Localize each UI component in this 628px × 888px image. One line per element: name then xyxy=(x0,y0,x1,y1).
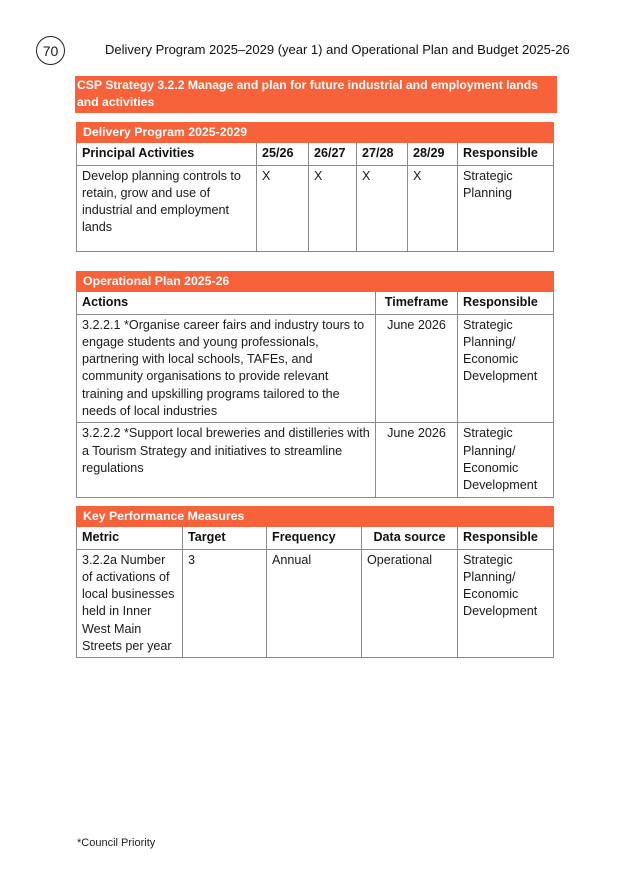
delivery-program-caption: Delivery Program 2025-2029 xyxy=(77,123,554,143)
column-header: 25/26 xyxy=(257,143,309,165)
column-header: Responsible xyxy=(458,527,554,549)
key-performance-measures-table xyxy=(76,506,554,658)
target-cell: 3 xyxy=(183,549,267,658)
timeframe-cell: June 2026 xyxy=(376,314,458,423)
column-header: Metric xyxy=(77,527,183,549)
table-row xyxy=(77,549,554,658)
responsible-cell: Strategic Planning/ Economic Development xyxy=(458,549,554,658)
strategy-heading: CSP Strategy 3.2.2 Manage and plan for future industrial and employment lands and activities xyxy=(75,76,557,113)
table-row xyxy=(77,165,554,251)
year-cell: X xyxy=(408,165,458,251)
column-header: Responsible xyxy=(458,292,554,314)
table-row xyxy=(77,314,554,423)
column-header: Target xyxy=(183,527,267,549)
responsible-cell: Strategic Planning xyxy=(458,165,554,251)
year-cell: X xyxy=(257,165,309,251)
table-row xyxy=(77,423,554,497)
column-header: Frequency xyxy=(267,527,362,549)
data-source-cell: Operational xyxy=(362,549,458,658)
action-cell: 3.2.2.2 *Support local breweries and distilleries with a Tourism Strategy and initiatives to streamline regulations xyxy=(77,423,376,497)
metric-cell: 3.2.2a Number of activations of local businesses held in Inner West Main Streets per year xyxy=(77,549,183,658)
operational-plan-table xyxy=(76,271,554,498)
year-cell: X xyxy=(309,165,357,251)
delivery-program-table xyxy=(76,122,554,252)
column-header: Timeframe xyxy=(376,292,458,314)
column-header: Principal Activities xyxy=(77,143,257,165)
footnote: *Council Priority xyxy=(77,837,156,849)
frequency-cell: Annual xyxy=(267,549,362,658)
page-number: 70 xyxy=(36,36,65,65)
timeframe-cell: June 2026 xyxy=(376,423,458,497)
operational-plan-caption: Operational Plan 2025-26 xyxy=(77,272,554,292)
activity-cell: Develop planning controls to retain, grow and use of industrial and employment lands xyxy=(77,165,257,251)
action-cell: 3.2.2.1 *Organise career fairs and industry tours to engage students and young professionals, partnering with local schools, TAFEs, and community organisations to provide relevant training and upskilling programs tailored to the needs of local industries xyxy=(77,314,376,423)
column-header: Actions xyxy=(77,292,376,314)
column-header: 27/28 xyxy=(357,143,408,165)
column-header: Data source xyxy=(362,527,458,549)
kpm-caption: Key Performance Measures xyxy=(77,507,554,527)
responsible-cell: Strategic Planning/ Economic Development xyxy=(458,423,554,497)
column-header: 28/29 xyxy=(408,143,458,165)
document-header-title: Delivery Program 2025–2029 (year 1) and Operational Plan and Budget 2025-26 xyxy=(105,42,570,57)
column-header: Responsible xyxy=(458,143,554,165)
responsible-cell: Strategic Planning/ Economic Development xyxy=(458,314,554,423)
year-cell: X xyxy=(357,165,408,251)
column-header: 26/27 xyxy=(309,143,357,165)
